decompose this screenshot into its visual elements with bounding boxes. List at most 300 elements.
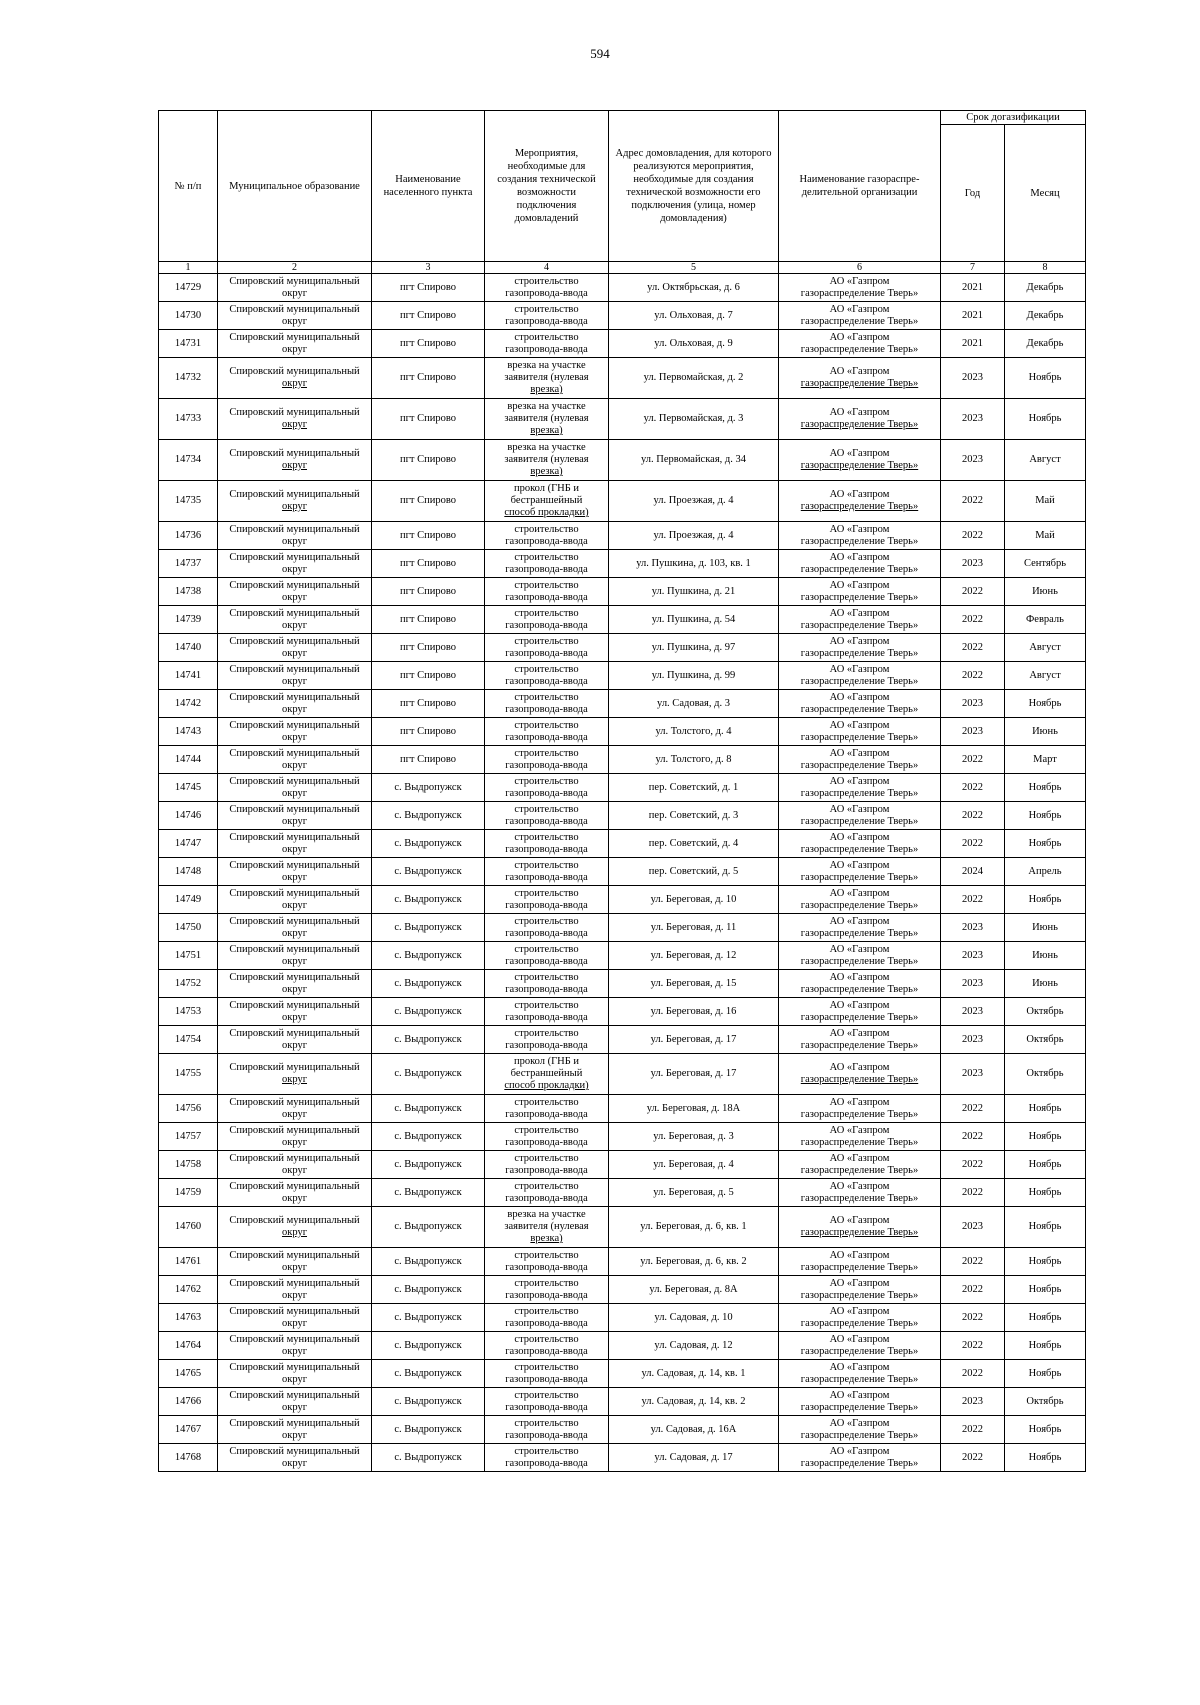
column-number: 4 — [485, 262, 609, 274]
event-line: строительство — [514, 747, 579, 759]
cell-address: ул. Пушкина, д. 54 — [609, 606, 779, 634]
cell-settlement: с. Выдропужск — [372, 1123, 485, 1151]
cell-month: Октябрь — [1005, 1026, 1086, 1054]
cell-event — [485, 1207, 609, 1248]
cell-org — [779, 330, 941, 358]
cell-month: Ноябрь — [1005, 1151, 1086, 1179]
cell-year: 2022 — [941, 634, 1005, 662]
cell-number: 14751 — [159, 942, 218, 970]
org-line: АО «Газпром — [829, 943, 890, 955]
cell-number: 14757 — [159, 1123, 218, 1151]
cell-number: 14741 — [159, 662, 218, 690]
table-row — [159, 1388, 1086, 1416]
table-row — [159, 274, 1086, 302]
event-line: строительство — [514, 523, 579, 535]
municipality-line: Спировский муниципальный — [229, 1062, 360, 1073]
cell-number: 14742 — [159, 690, 218, 718]
org-line: АО «Газпром — [829, 691, 890, 703]
cell-year: 2022 — [941, 578, 1005, 606]
cell-settlement: пгт Спирово — [372, 481, 485, 522]
municipality-line: Спировский муниципальный — [229, 366, 360, 377]
event-line: газопровода-ввода — [505, 315, 588, 327]
cell-municipality — [218, 998, 372, 1026]
header-address: Адрес домовладения, для которого реализуются мероприятия, необходимые для создания технической возможности его подключения (улица, номер домовладения) — [609, 111, 779, 262]
cell-address: ул. Пушкина, д. 21 — [609, 578, 779, 606]
cell-settlement: с. Выдропужск — [372, 998, 485, 1026]
cell-settlement: с. Выдропужск — [372, 1026, 485, 1054]
event-line: строительство — [514, 691, 579, 703]
org-line: газораспределение Тверь» — [800, 619, 919, 631]
table-row — [159, 858, 1086, 886]
cell-municipality — [218, 690, 372, 718]
org-line: АО «Газпром — [829, 303, 890, 315]
cell-event — [485, 481, 609, 522]
cell-address: ул. Садовая, д. 3 — [609, 690, 779, 718]
cell-municipality — [218, 1360, 372, 1388]
cell-settlement: пгт Спирово — [372, 274, 485, 302]
cell-number: 14765 — [159, 1360, 218, 1388]
municipality-line: округ — [281, 563, 308, 575]
cell-address: ул. Береговая, д. 16 — [609, 998, 779, 1026]
cell-month: Ноябрь — [1005, 1304, 1086, 1332]
org-line: АО «Газпром — [829, 999, 890, 1011]
cell-settlement: пгт Спирово — [372, 662, 485, 690]
table-row — [159, 802, 1086, 830]
cell-year: 2022 — [941, 746, 1005, 774]
cell-address: ул. Садовая, д. 17 — [609, 1444, 779, 1472]
cell-number: 14763 — [159, 1304, 218, 1332]
table-row — [159, 774, 1086, 802]
cell-number: 14736 — [159, 522, 218, 550]
cell-event — [485, 550, 609, 578]
cell-address: ул. Первомайская, д. 3 — [609, 399, 779, 440]
event-line: газопровода-ввода — [505, 535, 588, 547]
org-line: газораспределение Тверь» — [800, 983, 919, 995]
cell-settlement: с. Выдропужск — [372, 774, 485, 802]
cell-number: 14753 — [159, 998, 218, 1026]
cell-month: Ноябрь — [1005, 1123, 1086, 1151]
event-line: заявителя (нулевая — [504, 1221, 589, 1232]
cell-municipality — [218, 330, 372, 358]
cell-org — [779, 1416, 941, 1444]
cell-org — [779, 1248, 941, 1276]
cell-org — [779, 1332, 941, 1360]
table-body — [159, 274, 1086, 1472]
org-line: газораспределение Тверь» — [800, 1289, 919, 1301]
org-line: АО «Газпром — [829, 915, 890, 927]
cell-municipality — [218, 578, 372, 606]
cell-event — [485, 1151, 609, 1179]
org-line: газораспределение Тверь» — [800, 675, 919, 687]
event-line: способ прокладки) — [504, 507, 589, 518]
cell-org — [779, 1444, 941, 1472]
cell-address: пер. Советский, д. 5 — [609, 858, 779, 886]
cell-address: ул. Толстого, д. 8 — [609, 746, 779, 774]
cell-month: Июнь — [1005, 578, 1086, 606]
cell-year: 2022 — [941, 1444, 1005, 1472]
municipality-line: округ — [281, 759, 308, 771]
cell-month: Июнь — [1005, 914, 1086, 942]
cell-settlement: пгт Спирово — [372, 399, 485, 440]
table-row — [159, 886, 1086, 914]
cell-month: Ноябрь — [1005, 1207, 1086, 1248]
event-line: газопровода-ввода — [505, 675, 588, 687]
event-line: газопровода-ввода — [505, 955, 588, 967]
cell-year: 2023 — [941, 1026, 1005, 1054]
org-line: газораспределение Тверь» — [800, 1457, 919, 1469]
event-line: строительство — [514, 1096, 579, 1108]
cell-org — [779, 481, 941, 522]
cell-event — [485, 606, 609, 634]
cell-event — [485, 718, 609, 746]
cell-year: 2024 — [941, 858, 1005, 886]
cell-settlement: с. Выдропужск — [372, 1416, 485, 1444]
page-number: 594 — [590, 46, 610, 61]
table-row — [159, 942, 1086, 970]
cell-event — [485, 1095, 609, 1123]
cell-municipality — [218, 302, 372, 330]
cell-year: 2023 — [941, 970, 1005, 998]
org-line: АО «Газпром — [829, 1027, 890, 1039]
cell-municipality — [218, 440, 372, 481]
cell-year: 2022 — [941, 830, 1005, 858]
cell-number: 14756 — [159, 1095, 218, 1123]
table-row — [159, 522, 1086, 550]
municipality-line: Спировский муниципальный — [229, 719, 360, 731]
cell-address: ул. Береговая, д. 18А — [609, 1095, 779, 1123]
event-line: врезка на участке — [507, 1209, 586, 1220]
event-line: строительство — [514, 803, 579, 815]
municipality-line: Спировский муниципальный — [229, 999, 360, 1011]
cell-event — [485, 662, 609, 690]
cell-month: Май — [1005, 522, 1086, 550]
cell-municipality — [218, 830, 372, 858]
municipality-line: Спировский муниципальный — [229, 523, 360, 535]
cell-month: Февраль — [1005, 606, 1086, 634]
cell-month: Апрель — [1005, 858, 1086, 886]
event-line: газопровода-ввода — [505, 1317, 588, 1329]
table-row — [159, 1248, 1086, 1276]
cell-number: 14738 — [159, 578, 218, 606]
municipality-line: Спировский муниципальный — [229, 489, 360, 500]
event-line: газопровода-ввода — [505, 343, 588, 355]
org-line: газораспределение Тверь» — [800, 843, 919, 855]
table-row — [159, 1026, 1086, 1054]
municipality-line: округ — [281, 535, 308, 547]
municipality-line: округ — [281, 1261, 308, 1273]
org-line: АО «Газпром — [829, 803, 890, 815]
column-number: 1 — [159, 262, 218, 274]
org-line: АО «Газпром — [829, 663, 890, 675]
cell-address: ул. Садовая, д. 16А — [609, 1416, 779, 1444]
org-line: АО «Газпром — [829, 366, 890, 377]
municipality-line: Спировский муниципальный — [229, 551, 360, 563]
municipality-line: округ — [281, 1401, 308, 1413]
event-line: строительство — [514, 635, 579, 647]
cell-number: 14752 — [159, 970, 218, 998]
cell-number: 14747 — [159, 830, 218, 858]
cell-year: 2022 — [941, 606, 1005, 634]
cell-year: 2022 — [941, 1248, 1005, 1276]
cell-municipality — [218, 1179, 372, 1207]
municipality-line: округ — [281, 1227, 308, 1238]
cell-number: 14748 — [159, 858, 218, 886]
cell-year: 2022 — [941, 1151, 1005, 1179]
cell-municipality — [218, 1416, 372, 1444]
cell-month: Ноябрь — [1005, 1444, 1086, 1472]
cell-event — [485, 830, 609, 858]
table-row — [159, 1304, 1086, 1332]
cell-number: 14755 — [159, 1054, 218, 1095]
cell-municipality — [218, 1026, 372, 1054]
municipality-line: округ — [281, 731, 308, 743]
org-line: АО «Газпром — [829, 1417, 890, 1429]
cell-settlement: с. Выдропужск — [372, 886, 485, 914]
cell-event — [485, 1054, 609, 1095]
cell-month: Июнь — [1005, 718, 1086, 746]
cell-event — [485, 440, 609, 481]
cell-address: ул. Октябрьская, д. 6 — [609, 274, 779, 302]
event-line: врезка на участке — [507, 401, 586, 412]
event-line: врезка) — [530, 425, 563, 436]
cell-municipality — [218, 1207, 372, 1248]
cell-number: 14743 — [159, 718, 218, 746]
cell-org — [779, 858, 941, 886]
cell-year: 2022 — [941, 1332, 1005, 1360]
org-line: газораспределение Тверь» — [800, 955, 919, 967]
org-line: газораспределение Тверь» — [800, 647, 919, 659]
cell-municipality — [218, 802, 372, 830]
event-line: газопровода-ввода — [505, 843, 588, 855]
org-line: АО «Газпром — [829, 489, 890, 500]
cell-org — [779, 522, 941, 550]
event-line: прокол (ГНБ и — [513, 483, 580, 494]
org-line: АО «Газпром — [829, 1124, 890, 1136]
cell-municipality — [218, 1388, 372, 1416]
org-line: газораспределение Тверь» — [800, 287, 919, 299]
cell-event — [485, 1304, 609, 1332]
table-row — [159, 578, 1086, 606]
municipality-line: округ — [281, 1192, 308, 1204]
cell-address: ул. Береговая, д. 15 — [609, 970, 779, 998]
event-line: строительство — [514, 1027, 579, 1039]
cell-address: ул. Береговая, д. 6, кв. 1 — [609, 1207, 779, 1248]
cell-org — [779, 1095, 941, 1123]
event-line: врезка на участке — [507, 360, 586, 371]
municipality-line: округ — [281, 843, 308, 855]
cell-year: 2022 — [941, 1095, 1005, 1123]
table-row — [159, 358, 1086, 399]
org-line: газораспределение Тверь» — [800, 1039, 919, 1051]
org-line: газораспределение Тверь» — [800, 1011, 919, 1023]
cell-address: ул. Садовая, д. 12 — [609, 1332, 779, 1360]
municipality-line: округ — [281, 871, 308, 883]
cell-address: ул. Пушкина, д. 97 — [609, 634, 779, 662]
table-row — [159, 690, 1086, 718]
table-row — [159, 662, 1086, 690]
cell-number: 14729 — [159, 274, 218, 302]
cell-settlement: с. Выдропужск — [372, 802, 485, 830]
cell-number: 14746 — [159, 802, 218, 830]
municipality-line: Спировский муниципальный — [229, 775, 360, 787]
cell-year: 2022 — [941, 886, 1005, 914]
cell-year: 2022 — [941, 1276, 1005, 1304]
cell-event — [485, 858, 609, 886]
cell-year: 2021 — [941, 274, 1005, 302]
cell-event — [485, 746, 609, 774]
cell-address: ул. Береговая, д. 8А — [609, 1276, 779, 1304]
municipality-line: округ — [281, 1074, 308, 1085]
table-row — [159, 914, 1086, 942]
event-line: газопровода-ввода — [505, 1136, 588, 1148]
cell-address: ул. Береговая, д. 6, кв. 2 — [609, 1248, 779, 1276]
cell-address: ул. Пушкина, д. 103, кв. 1 — [609, 550, 779, 578]
cell-year: 2023 — [941, 1207, 1005, 1248]
municipality-line: округ — [281, 927, 308, 939]
org-line: АО «Газпром — [829, 331, 890, 343]
org-line: АО «Газпром — [829, 1215, 890, 1226]
cell-month: Ноябрь — [1005, 358, 1086, 399]
org-line: газораспределение Тверь» — [800, 1401, 919, 1413]
cell-org — [779, 274, 941, 302]
event-line: строительство — [514, 971, 579, 983]
cell-year: 2021 — [941, 330, 1005, 358]
cell-month: Июнь — [1005, 970, 1086, 998]
event-line: газопровода-ввода — [505, 787, 588, 799]
cell-municipality — [218, 1304, 372, 1332]
column-number: 7 — [941, 262, 1005, 274]
cell-event — [485, 578, 609, 606]
cell-org — [779, 440, 941, 481]
cell-month: Октябрь — [1005, 1388, 1086, 1416]
cell-settlement: с. Выдропужск — [372, 942, 485, 970]
cell-year: 2022 — [941, 1416, 1005, 1444]
org-line: газораспределение Тверь» — [800, 1345, 919, 1357]
cell-org — [779, 302, 941, 330]
cell-year: 2022 — [941, 662, 1005, 690]
cell-month: Декабрь — [1005, 330, 1086, 358]
cell-event — [485, 970, 609, 998]
event-line: газопровода-ввода — [505, 563, 588, 575]
cell-org — [779, 399, 941, 440]
cell-month: Ноябрь — [1005, 1179, 1086, 1207]
gasification-table — [158, 110, 1086, 1472]
org-line: газораспределение Тверь» — [800, 315, 919, 327]
cell-month: Ноябрь — [1005, 1248, 1086, 1276]
cell-settlement: пгт Спирово — [372, 358, 485, 399]
org-line: АО «Газпром — [829, 551, 890, 563]
event-line: газопровода-ввода — [505, 1039, 588, 1051]
cell-settlement: пгт Спирово — [372, 690, 485, 718]
cell-year: 2023 — [941, 399, 1005, 440]
event-line: строительство — [514, 1333, 579, 1345]
municipality-line: округ — [281, 1317, 308, 1329]
event-line: строительство — [514, 551, 579, 563]
cell-month: Ноябрь — [1005, 1416, 1086, 1444]
org-line: газораспределение Тверь» — [800, 591, 919, 603]
cell-municipality — [218, 358, 372, 399]
event-line: строительство — [514, 887, 579, 899]
org-line: АО «Газпром — [829, 1152, 890, 1164]
municipality-line: Спировский муниципальный — [229, 275, 360, 287]
municipality-line: Спировский муниципальный — [229, 887, 360, 899]
column-number: 3 — [372, 262, 485, 274]
cell-address: ул. Береговая, д. 12 — [609, 942, 779, 970]
table-row — [159, 998, 1086, 1026]
table-row — [159, 1123, 1086, 1151]
cell-month: Ноябрь — [1005, 1095, 1086, 1123]
table-row — [159, 1276, 1086, 1304]
cell-year: 2021 — [941, 302, 1005, 330]
org-line: АО «Газпром — [829, 407, 890, 418]
org-line: АО «Газпром — [829, 719, 890, 731]
org-line: газораспределение Тверь» — [800, 378, 919, 389]
column-number: 6 — [779, 262, 941, 274]
header-settlement: Наименование населенного пункта — [372, 111, 485, 262]
cell-municipality — [218, 634, 372, 662]
cell-municipality — [218, 1444, 372, 1472]
table-row — [159, 1444, 1086, 1472]
cell-year: 2023 — [941, 718, 1005, 746]
cell-month: Ноябрь — [1005, 774, 1086, 802]
cell-address: ул. Садовая, д. 14, кв. 1 — [609, 1360, 779, 1388]
event-line: строительство — [514, 1180, 579, 1192]
cell-settlement: с. Выдропужск — [372, 1388, 485, 1416]
org-line: газораспределение Тверь» — [800, 1136, 919, 1148]
org-line: газораспределение Тверь» — [800, 1261, 919, 1273]
event-line: газопровода-ввода — [505, 899, 588, 911]
cell-municipality — [218, 481, 372, 522]
cell-municipality — [218, 1276, 372, 1304]
cell-settlement: пгт Спирово — [372, 634, 485, 662]
municipality-line: округ — [281, 1345, 308, 1357]
org-line: АО «Газпром — [829, 775, 890, 787]
municipality-line: Спировский муниципальный — [229, 943, 360, 955]
cell-month: Август — [1005, 634, 1086, 662]
event-line: газопровода-ввода — [505, 759, 588, 771]
cell-settlement: пгт Спирово — [372, 330, 485, 358]
event-line: строительство — [514, 719, 579, 731]
column-number: 5 — [609, 262, 779, 274]
table-row — [159, 1207, 1086, 1248]
event-line: способ прокладки) — [504, 1080, 589, 1091]
cell-settlement: пгт Спирово — [372, 440, 485, 481]
event-line: строительство — [514, 1249, 579, 1261]
table-row — [159, 746, 1086, 774]
cell-org — [779, 746, 941, 774]
cell-year: 2023 — [941, 914, 1005, 942]
event-line: строительство — [514, 1389, 579, 1401]
org-line: газораспределение Тверь» — [800, 759, 919, 771]
table-row — [159, 1416, 1086, 1444]
cell-number: 14735 — [159, 481, 218, 522]
cell-municipality — [218, 1123, 372, 1151]
cell-year: 2023 — [941, 690, 1005, 718]
cell-settlement: с. Выдропужск — [372, 1151, 485, 1179]
cell-number: 14766 — [159, 1388, 218, 1416]
org-line: газораспределение Тверь» — [800, 563, 919, 575]
cell-address: ул. Береговая, д. 3 — [609, 1123, 779, 1151]
cell-municipality — [218, 662, 372, 690]
org-line: АО «Газпром — [829, 1361, 890, 1373]
event-line: строительство — [514, 1361, 579, 1373]
org-line: газораспределение Тверь» — [800, 501, 919, 512]
municipality-line: Спировский муниципальный — [229, 407, 360, 418]
cell-address: ул. Первомайская, д. 2 — [609, 358, 779, 399]
municipality-line: Спировский муниципальный — [229, 1096, 360, 1108]
cell-month: Ноябрь — [1005, 690, 1086, 718]
event-line: строительство — [514, 1445, 579, 1457]
